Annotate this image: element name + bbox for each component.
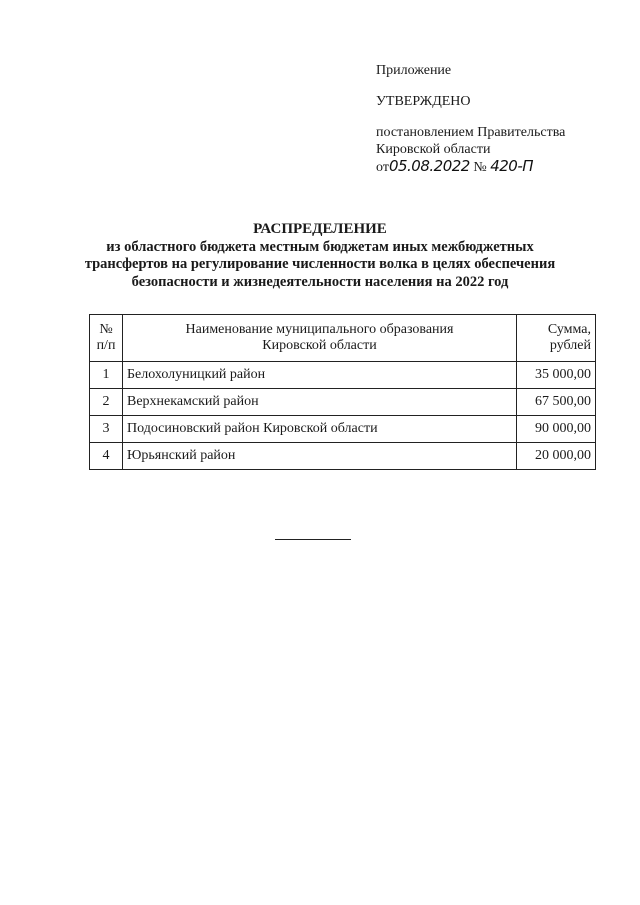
title-line-1: из областного бюджета местным бюджетам иных межбюджетных xyxy=(106,238,534,255)
approved-label: УТВЕРЖДЕНО xyxy=(376,94,471,109)
handwritten-number: 420-П xyxy=(490,157,534,175)
title-line-3: безопасности и жизнедеятельности населения на 2022 год xyxy=(131,273,509,290)
row-sum: 67 500,00 xyxy=(517,389,596,416)
table-row xyxy=(90,362,596,389)
header-num-line-2: п/п xyxy=(96,338,116,353)
number-prefix: № xyxy=(473,160,487,175)
appendix-label: Приложение xyxy=(376,63,452,78)
distribution-table xyxy=(89,314,596,470)
header-sum xyxy=(517,315,596,362)
table-header-row xyxy=(90,315,596,362)
row-sum: 20 000,00 xyxy=(517,443,596,470)
row-name: Подосиновский район Кировской области xyxy=(123,416,517,443)
table-row xyxy=(90,389,596,416)
header-sum-line-2: рублей xyxy=(549,338,591,353)
header-num-line-1: № xyxy=(99,322,113,337)
document-title xyxy=(40,221,600,291)
header-name-line-1: Наименование муниципального образования xyxy=(185,322,454,337)
header-sum-line-1: Сумма, xyxy=(547,322,591,337)
row-sum: 90 000,00 xyxy=(517,416,596,443)
decree-line-1: постановлением Правительства xyxy=(376,125,566,140)
decree-date-line xyxy=(376,158,626,176)
row-num: 4 xyxy=(90,443,123,470)
row-num: 3 xyxy=(90,416,123,443)
row-num: 1 xyxy=(90,362,123,389)
title-line-2: трансфертов на регулирование численности волка в целях обеспечения xyxy=(84,256,556,272)
row-sum: 35 000,00 xyxy=(517,362,596,389)
decree-line-2: Кировской области xyxy=(376,142,491,157)
table-row xyxy=(90,416,596,443)
table-row xyxy=(90,443,596,470)
header-name-line-2: Кировской области xyxy=(262,338,377,353)
row-num: 2 xyxy=(90,389,123,416)
header-num xyxy=(90,315,123,362)
header-name xyxy=(123,315,517,362)
row-name: Белохолуницкий район xyxy=(123,362,517,389)
date-prefix: от xyxy=(376,160,389,175)
approval-block xyxy=(376,62,626,176)
title-heading: РАСПРЕДЕЛЕНИЕ xyxy=(253,221,387,237)
row-name: Юрьянский район xyxy=(123,443,517,470)
row-name: Верхнекамский район xyxy=(123,389,517,416)
end-of-document-rule xyxy=(275,539,351,540)
handwritten-date: 05.08.2022 xyxy=(388,157,470,175)
